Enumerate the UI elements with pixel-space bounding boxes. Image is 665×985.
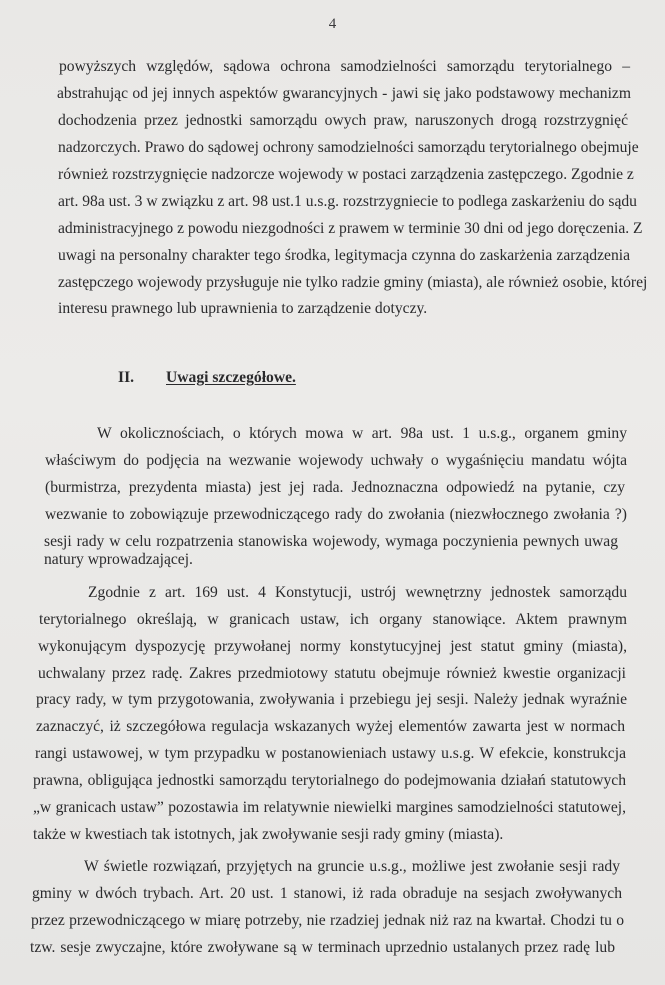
paragraph-4-line-1: W świetle rozwiązań, przyjętych na gruncie u.s.g., możliwe jest zwołanie sesji rady	[84, 858, 620, 875]
paragraph-4-line-3: przez przewodniczącego w miarę potrzeby, nie rzadziej jednak niż raz na kwartał. Chodzi tu o	[31, 912, 624, 929]
paragraph-2-line-2: właściwym do podjęcia na wezwanie wojewody uchwały o wygaśnięciu mandatu wójta	[45, 452, 627, 469]
paragraph-3-line-2: terytorialnego określają, w granicach ustaw, ich organy stanowiące. Aktem prawnym	[39, 611, 627, 628]
paragraph-3-line-4: uchwalany przez radę. Zakres przedmiotowy statutu obejmuje również kwestie organizacji	[38, 665, 626, 682]
paragraph-2-line-6: natury wprowadzającej.	[44, 551, 193, 568]
paragraph-1-line-3: dochodzenia przez jednostki samorządu owych praw, naruszonych drogą rozstrzygnięć	[58, 112, 628, 129]
paragraph-1-line-4: nadzorczych. Prawo do sądowej ochrony samodzielności samorządu terytorialnego obejmuje	[58, 139, 639, 156]
paragraph-3-line-10: także w kwestiach tak istotnych, jak zwoływanie sesji rady gminy (miasta).	[33, 826, 504, 843]
paragraph-4-line-4: tzw. sesje zwyczajne, które zwoływane są w terminach uprzednio ustalanych przez radę lub	[30, 939, 615, 956]
paragraph-3-line-3: wykonującym dyspozycję przywołanej normy konstytucyjnej jest statut gminy (miasta),	[38, 638, 627, 655]
paragraph-3-line-6: zaznaczyć, iż szczegółowa regulacja wskazanych wyżej elementów zawarta jest w normach	[36, 718, 625, 735]
paragraph-1-line-1: powyższych względów, sądowa ochrona samodzielności samorządu terytorialnego –	[59, 58, 630, 75]
paragraph-3-line-8: prawna, obligująca jednostki samorządu terytorialnego do podejmowania działań statutowych	[33, 772, 626, 789]
paragraph-3-line-7: rangi ustawowej, w tym przypadku w postanowieniach ustawy u.s.g. W efekcie, konstrukcja	[35, 745, 626, 762]
paragraph-2-line-4: wezwanie to zobowiązuje przewodniczącego rady do zwołania (niezwłocznego zwołania ?)	[45, 506, 627, 523]
page-number: 4	[328, 16, 337, 32]
paragraph-3-line-1: Zgodnie z art. 169 ust. 4 Konstytucji, ustrój wewnętrzny jednostek samorządu	[88, 584, 627, 601]
paragraph-2-line-3: (burmistrza, prezydenta miasta) jest jej rada. Jednoznaczna odpowiedź na pytanie, czy	[45, 479, 625, 496]
paragraph-1-line-10: interesu prawnego lub uprawnienia to zarządzenie dotyczy.	[58, 300, 428, 317]
section-title: Uwagi szczegółowe.	[166, 369, 296, 386]
paragraph-1-line-8: uwagi na personalny charakter tego środka, legitymacja czynna do zaskarżenia zarządzenia	[58, 247, 630, 264]
paragraph-1-line-7: administracyjnego z powodu niezgodności z prawem w terminie 30 dni od jego doręczenia. Z	[58, 220, 643, 237]
section-number: II.	[118, 369, 135, 386]
paragraph-3-line-5: pracy rady, w tym przygotowania, zwoływania i przebiegu jej sesji. Należy jednak wyraźnie	[36, 691, 627, 708]
paragraph-3-line-9: „w granicach ustaw” pozostawia im relatywnie niewielki margines samodzielności statutowej,	[33, 799, 626, 816]
paragraph-4-line-2: gminy w dwóch trybach. Art. 20 ust. 1 stanowi, iż rada obraduje na sesjach zwoływanych	[32, 885, 622, 902]
paragraph-2-line-5: sesji rady w celu rozpatrzenia stanowiska wojewody, wymaga poczynienia pewnych uwag	[44, 533, 618, 550]
paragraph-1-line-5: również rozstrzygnięcie nadzorcze wojewody w postaci zarządzenia zastępczego. Zgodnie z	[58, 166, 634, 183]
paragraph-2-line-1: W okolicznościach, o których mowa w art. 98a ust. 1 u.s.g., organem gminy	[97, 425, 627, 442]
paragraph-1-line-2: abstrahując od jej innych aspektów gwarancyjnych - jawi się jako podstawowy mechanizm	[57, 85, 631, 102]
paragraph-1-line-6: art. 98a ust. 3 w związku z art. 98 ust.1 u.s.g. rozstrzygniecie to podlega zaskarżeniu do sądu	[58, 193, 637, 210]
paragraph-1-line-9: zastępczego wojewody przysługuje nie tylko radzie gminy (miasta), ale również osobie, której	[58, 274, 648, 291]
